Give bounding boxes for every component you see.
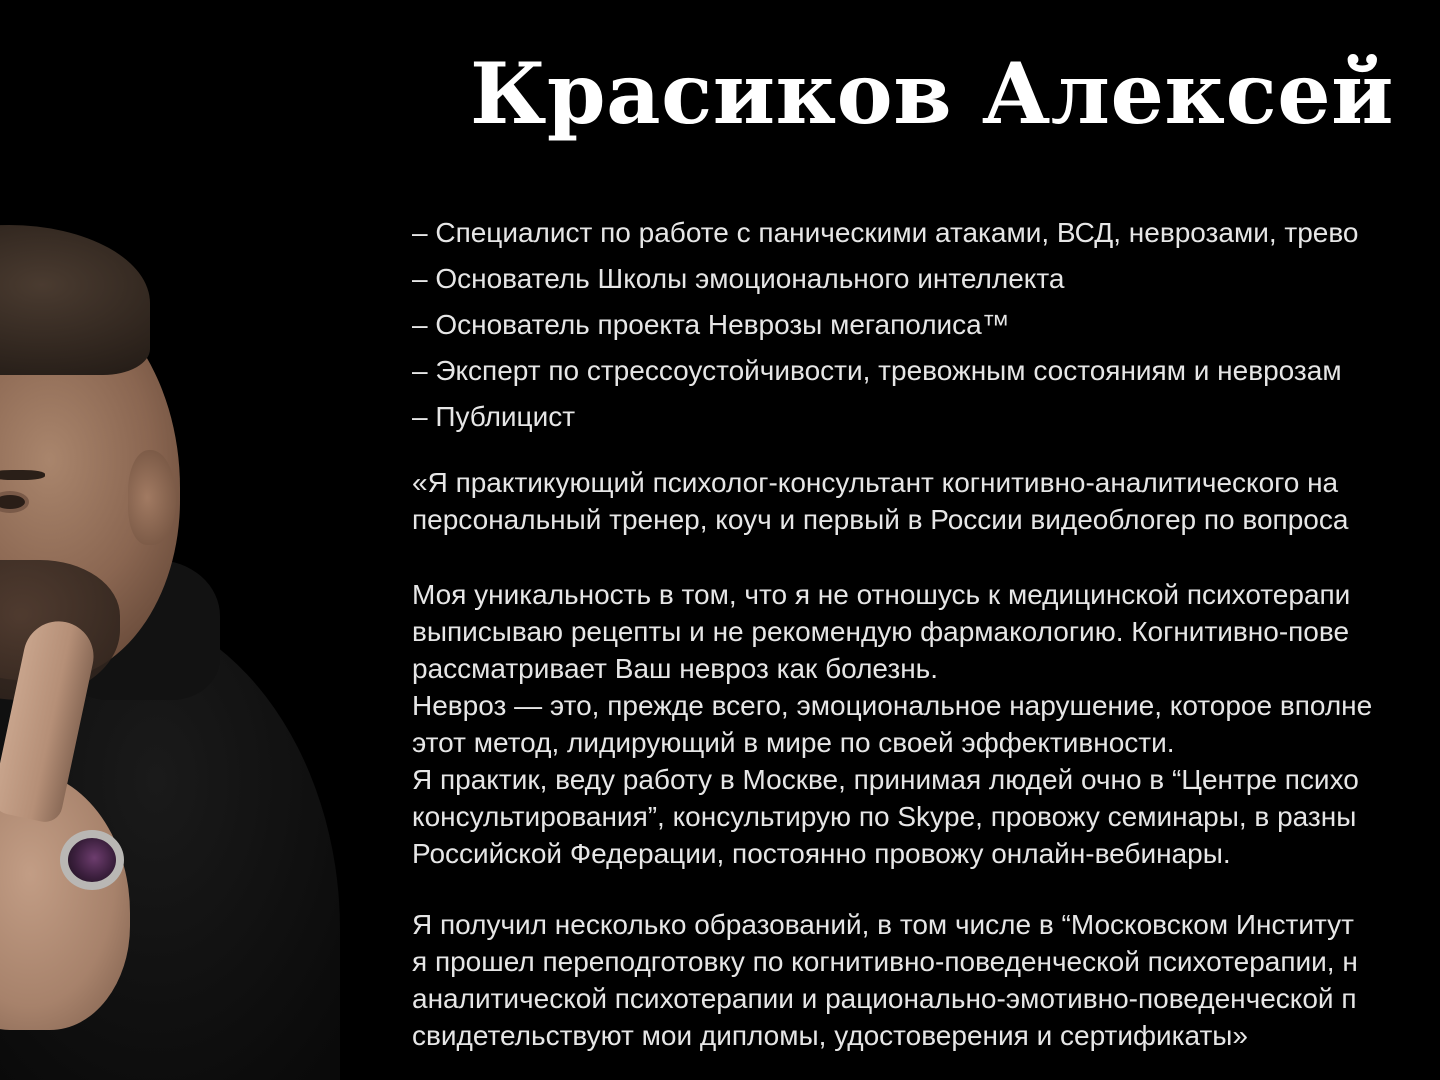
page-title: Красиков Алексей xyxy=(470,44,1394,143)
credential-item: – Специалист по работе с паническими атаками, ВСД, неврозами, трево xyxy=(412,217,1359,248)
bio-line: выписываю рецепты и не рекомендую фармакологию. Когнитивно-пове xyxy=(412,616,1350,647)
bio-line: я прошел переподготовку по когнитивно-поведенческой психотерапии, н xyxy=(412,946,1358,977)
credential-item: – Основатель проекта Неврозы мегаполиса™ xyxy=(412,309,1010,340)
bio-line: этот метод, лидирующий в мире по своей эффективности. xyxy=(412,727,1175,758)
credential-item: – Основатель Школы эмоционального интеллекта xyxy=(412,263,1065,294)
bio-line: свидетельствуют мои дипломы, удостоверения и сертификаты» xyxy=(412,1020,1249,1051)
credentials-list xyxy=(412,210,1440,440)
portrait-photo xyxy=(0,0,400,1080)
bio-line: Я получил несколько образований, в том числе в “Московском Институт xyxy=(412,909,1354,940)
portrait-ring xyxy=(60,830,124,890)
bio-line: Я практик, веду работу в Москве, принимая людей очно в “Центре психо xyxy=(412,764,1359,795)
bio-line: рассматривает Ваш невроз как болезнь. xyxy=(412,653,939,684)
bio-paragraph-uniqueness xyxy=(412,576,1440,872)
bio-paragraph-intro xyxy=(412,464,1440,538)
portrait-eyebrow xyxy=(0,470,45,480)
bio-line: аналитической психотерапии и рационально-эмотивно-поведенческой п xyxy=(412,983,1357,1014)
bio-line: Российской Федерации, постоянно провожу онлайн-вебинары. xyxy=(412,838,1231,869)
credential-item: – Эксперт по стрессоустойчивости, тревожным состояниям и неврозам xyxy=(412,355,1342,386)
bio-line: Невроз — это, прежде всего, эмоциональное нарушение, которое вполне xyxy=(412,690,1373,721)
portrait-ear xyxy=(128,450,176,545)
portrait-hair xyxy=(0,225,150,375)
bio-line: персональный тренер, коуч и первый в России видеоблогер по вопроса xyxy=(412,504,1349,535)
bio-paragraph-education xyxy=(412,906,1440,1054)
bio-line: «Я практикующий психолог-консультант когнитивно-аналитического на xyxy=(412,467,1339,498)
credential-item: – Публицист xyxy=(412,401,576,432)
bio-line: Моя уникальность в том, что я не отношусь к медицинской психотерапи xyxy=(412,579,1351,610)
bio-line: консультирования”, консультирую по Skype, провожу семинары, в разны xyxy=(412,801,1357,832)
